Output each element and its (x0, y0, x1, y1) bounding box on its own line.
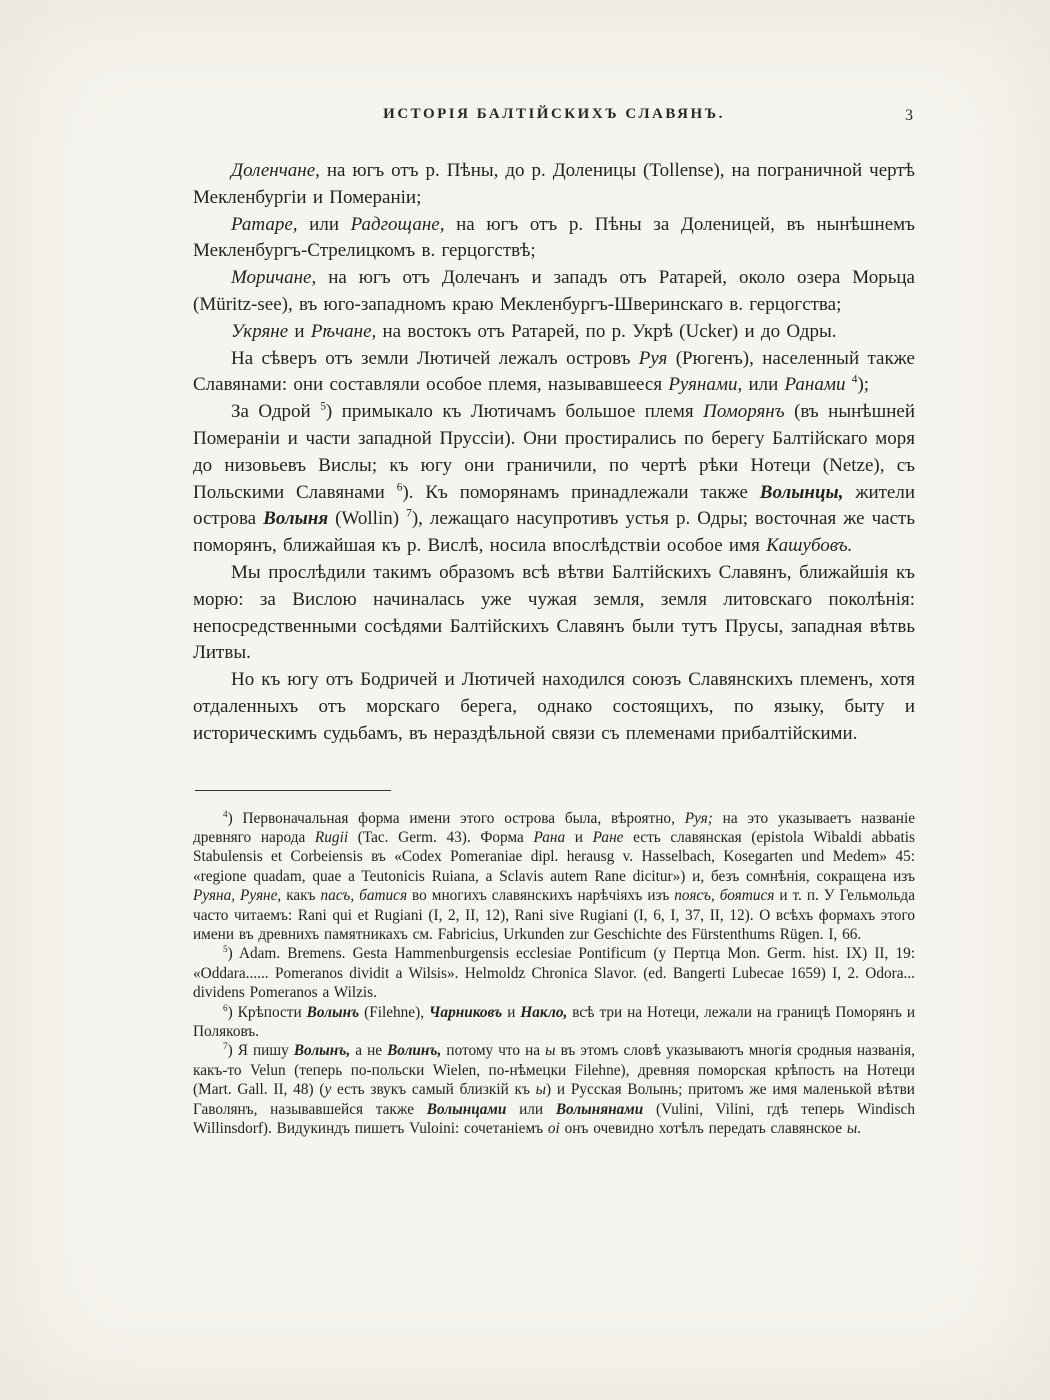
text-run: Руя (638, 347, 668, 369)
body-paragraph (193, 158, 915, 212)
text-run: или (297, 213, 351, 235)
footnote-reference: 5 (223, 944, 228, 955)
text-run: на это указываетъ названіе древняго народа (193, 809, 916, 846)
text-run: и (565, 828, 593, 846)
text-run: Руя; (684, 809, 713, 827)
text-run: На сѣверъ отъ земли Лютичей лежалъ островъ (231, 347, 639, 369)
text-run: ) Крѣпости (227, 1003, 307, 1021)
text-run: Волинъ, (387, 1042, 442, 1060)
body-paragraph (193, 667, 915, 747)
body-text (193, 158, 915, 748)
text-run: Укряне (231, 320, 289, 342)
text-run: ) Я пишу (227, 1042, 294, 1060)
text-run: (Vulini, Vilini, гдѣ теперь Windisch Willinsdorf). Видукиндъ пишетъ Vuloini: сочетаніемъ (193, 1100, 916, 1138)
text-run: онъ очевидно хотѣлъ передать славянское (559, 1120, 847, 1138)
running-title: ИСТОРІЯ БАЛТІЙСКИХЪ СЛАВЯНЪ. (383, 106, 725, 122)
text-run: Чарниковъ (428, 1003, 503, 1021)
text-run: ы (535, 1081, 547, 1099)
footnote-separator (195, 790, 391, 791)
text-run: и (288, 320, 311, 342)
text-run: ); (857, 374, 870, 396)
text-run: Rugii (314, 828, 349, 846)
text-run: ). Къ поморянамъ принадлежали также (402, 481, 760, 503)
text-run: въ этомъ словѣ указываютъ многія сродныя названія, какъ-то Velun (теперь по-польски Wielen, по-нѣмецки Filehne), древняя поморская крѣпость на Нотеци (Mart. Gall. II, 48) ( (193, 1042, 915, 1099)
text-run: Поморянъ (703, 401, 785, 423)
text-run: поясъ, боятися (674, 887, 775, 905)
text-run: или (742, 374, 785, 396)
text-run: или (506, 1100, 556, 1118)
footnote-reference: 5 (320, 400, 326, 413)
text-run: Волынъ, (293, 1042, 351, 1060)
text-run: ) Первоначальная форма имени этого острова была, вѣроятно, (227, 809, 685, 827)
footnote-reference: 4 (223, 808, 228, 819)
text-run: всѣ три на Нотеци, лежали на границѣ Поморянъ и Поляковъ. (193, 1003, 916, 1040)
text-run: Ране (592, 828, 624, 846)
footnote-paragraph (193, 1003, 915, 1042)
text-run: Рѣчане, (310, 320, 377, 342)
text-run: ) и Русская Волынь; притомъ же имя маленькой вѣтви Гаволянъ, называвшейся также (193, 1081, 915, 1118)
text-run: во многихъ славянскихъ нарѣчіяхъ изъ (407, 887, 675, 905)
footnote-reference: 6 (223, 1002, 228, 1013)
text-run: (Рюгенъ), населенный также Славянами: они составляли особое племя, называвшееся (193, 347, 915, 396)
text-run: Волыня (263, 508, 329, 530)
text-run: у (324, 1081, 332, 1099)
body-paragraph (193, 346, 915, 400)
text-run: (Filehne), (359, 1003, 429, 1021)
text-block (193, 106, 915, 1138)
text-run: (Wollin) (328, 508, 407, 530)
text-run: Мы прослѣдили такимъ образомъ всѣ вѣтви Балтійскихъ Славянъ, ближайшія къ морю: за Вислою начиналась уже чужая земля, земля литовскаго поколѣнія: непосредственными сосѣдями Балтійскихъ Славянъ были тутъ Прусы, западная вѣтвь Литвы. (193, 561, 915, 664)
text-run: Радгощане, (350, 213, 445, 235)
text-run: жители острова (193, 481, 916, 530)
text-run: на югъ отъ р. Пѣны за Доленицей, въ нынѣшнемъ Мекленбургъ-Стрелицкомъ в. герцогствѣ; (193, 213, 915, 262)
text-run: Волынъ (306, 1003, 360, 1021)
text-run: Доленчане, (231, 160, 320, 181)
text-run: Накло, (520, 1003, 568, 1021)
text-run: и т. п. У Гельмольда часто читаемъ: Rani qui et Rugiani (I, 2, II, 12), Rani sive Rugiani (I, 6, I, 37, II, 12). О всѣхъ формахъ этого имени въ древнихъ памятникахъ см. Fabricius, Urkunden zur Geschichte des Fürstenthums Rügen. I, 66. (193, 887, 915, 943)
text-run: Волынцы, (759, 481, 844, 503)
text-run: Руянами, (668, 374, 743, 396)
text-run: и (502, 1003, 521, 1021)
text-run: Моричане, (231, 267, 317, 289)
footnote-reference: 7 (223, 1041, 228, 1052)
text-run: а не (350, 1042, 388, 1060)
text-run: За Одрой (231, 401, 321, 423)
text-run: Ранами (784, 374, 846, 396)
text-run: (въ нынѣшней Помераніи и части западной Пруссіи). Они простирались по берегу Балтійскаго моря до низовьевъ Вислы; къ югу они граничили, по чертѣ рѣки Нотеци (Netze), съ Польскими Славянами (193, 401, 915, 503)
text-run: пасъ, батися (320, 887, 408, 905)
text-run: есть славянская (epistola Wibaldi abbatis Stabulensis et Corbeiensis въ «Codex Pomeraniae dipl. herausg v. Hasselbach, Kosegarten und Medem» 45: «regione quadam, quae a Teutonicis Ruiana, a Sclavis autem Rane dicitur») и, безъ сомнѣнія, сокращена изъ (193, 828, 915, 885)
text-run: Но къ югу отъ Бодричей и Лютичей находился союзъ Славянскихъ племенъ, хотя отдаленныхъ отъ морскаго берега, однако состоящихъ, по языку, быту и историческимъ судьбамъ, въ нераздѣльной связи съ племенами прибалтійскими. (193, 669, 915, 744)
text-run: (Tac. Germ. 43). Форма (348, 828, 534, 846)
text-run: Рана (533, 828, 566, 846)
footnote-paragraph (193, 944, 915, 1002)
text-run: Волынцами (426, 1100, 507, 1118)
body-paragraph (193, 212, 915, 266)
text-run: ) примыкало къ Лютичамъ большое племя (325, 401, 704, 423)
body-paragraph (193, 560, 915, 667)
footnote-reference: 7 (406, 508, 412, 521)
text-run: oi (547, 1120, 560, 1138)
text-run: Волынянами (555, 1100, 644, 1118)
body-paragraph (193, 265, 915, 319)
text-run: ) Adam. Bremens. Gesta Hammenburgensis ecclesiae Pontificum (у Пертца Mon. Germ. hist. IX) II, 19: «Oddara...... Pomeranos dividit a Wilsis». Helmoldz Chronica Slavor. (ed. Bangerti Lubecae 1659) I, 2. Odora... dividens Pomeranos a Wilzis. (193, 945, 915, 1002)
footnote-reference: 4 (851, 374, 858, 387)
text-run: на востокъ отъ Ратарей, по р. Укрѣ (Ucker) и до Одры. (376, 320, 837, 342)
body-paragraph (193, 399, 915, 560)
footnote-paragraph (193, 1041, 915, 1138)
text-run: Ратаре, (231, 213, 298, 235)
text-run: Кашубовъ. (766, 535, 853, 557)
text-run: ), лежащаго насупротивъ устья р. Одры; восточная же часть поморянъ, ближайшая къ р. Вислѣ, носила впослѣдствіи особое имя (193, 508, 915, 557)
text-run: Руяна, Руяне, (193, 887, 282, 905)
text-run: ы (846, 1120, 858, 1138)
text-run: потому что на (441, 1042, 546, 1060)
footnote-reference: 6 (396, 481, 403, 494)
text-run: какъ (281, 887, 321, 905)
page-header (193, 106, 915, 128)
text-run: на югъ отъ Долечанъ и западъ отъ Ратарей, около озера Морьца (Müritz-see), въ юго-западномъ краю Мекленбургъ-Шверинскаго в. герцогства; (193, 267, 915, 315)
text-run: . (857, 1120, 862, 1138)
text-run: есть звукъ самый близкій къ (331, 1081, 536, 1099)
text-run: на югъ отъ р. Пѣны, до р. Доленицы (Tollense), на пограничной чертѣ Мекленбургіи и Помераніи; (193, 160, 915, 208)
page-number: 3 (905, 107, 913, 124)
footnotes (193, 809, 915, 1139)
text-run: ы (545, 1042, 556, 1060)
footnote-paragraph (193, 809, 915, 945)
body-paragraph (193, 319, 915, 346)
